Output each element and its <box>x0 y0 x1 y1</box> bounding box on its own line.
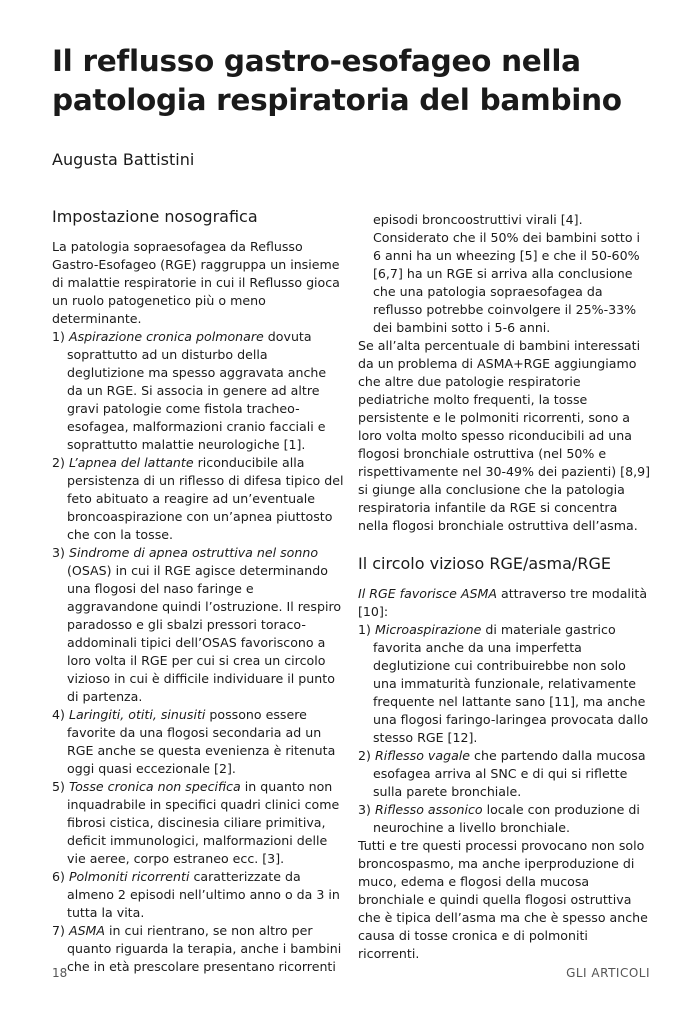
list-item-continuation: episodi broncoostruttivi virali [4]. Considerato che il 50% dei bambini sotto i 6 anni ha un wheezing [5] e che il 50-60% [6,7] ha un RGE si arriva alla conclusione che una patologia sopraesofagea da reflusso potrebbe coinvolgere il 25%-33% dei bambini sotto i 5-6 anni. <box>373 212 641 335</box>
list-item: 4) Laringiti, otiti, sinusiti possono essere favorite da una flogosi secondaria ad un RGE anche se questa evenienza è ritenuta oggi quasi eccezionale [2]. <box>52 707 336 776</box>
section-label: GLI ARTICOLI <box>566 966 650 980</box>
section1-closing: Se all’alta percentuale di bambini interessati da un problema di ASMA+RGE aggiungiamo che altre due patologie respiratorie pediatriche molto frequenti, la tosse persistente e le polmoniti ricorrenti, sono a loro volta molto spesso riconducibili ad una flogosi bronchiale ostruttiva (nel 50% e rispettivamente nel 30-49% dei pazienti) [8,9] si giunge alla conclusione che la patologia respiratoria infantile da RGE si concentra nella flogosi bronchiale ostruttiva dell’asma. <box>358 338 651 533</box>
list-item: 2) Riflesso vagale che partendo dalla mucosa esofagea arriva al SNC e di qui si riflette sulla parete bronchiale. <box>358 748 646 799</box>
right-column <box>358 211 650 963</box>
section2-intro: Il RGE favorisce ASMA attraverso tre modalità [10]: <box>358 586 648 619</box>
section-heading-nosografica: Impostazione nosografica <box>52 207 258 226</box>
article-title: Il reflusso gastro-esofageo nella patologia respiratoria del bambino <box>52 44 622 117</box>
section-heading-circolo: Il circolo vizioso RGE/asma/RGE <box>358 554 611 573</box>
list-item: 5) Tosse cronica non specifica in quanto non inquadrabile in specifici quadri clinici come fibrosi cistica, discinesia ciliare primitiva, deficit immunologici, malformazioni delle vie aeree, corpo estraneo ecc. [3]. <box>52 779 340 866</box>
list-item: 7) ASMA in cui rientrano, se non altro per quanto riguarda la terapia, anche i bambini che in età prescolare presentano ricorrenti <box>52 923 342 974</box>
author-name: Augusta Battistini <box>52 150 195 169</box>
list-item: 1) Microaspirazione di materiale gastrico favorita anche da una imperfetta deglutizione cui contribuirebbe non solo una immaturità funzionale, relativamente frequente nel lattante sano [11], ma anche una flogosi faringo-laringea provocata dallo stesso RGE [12]. <box>358 622 649 745</box>
list-item: 1) Aspirazione cronica polmonare dovuta soprattutto ad un disturbo della deglutizione ma spesso aggravata anche da un RGE. Si associa in genere ad altre gravi patologie come fistola tracheo-esofagea, malformazioni cranio facciali e soprattutto malattie neurologiche [1]. <box>52 329 327 452</box>
section2-closing: Tutti e tre questi processi provocano non solo broncospasmo, ma anche iperproduzione di muco, edema e flogosi della mucosa bronchiale e quindi quella flogosi ostruttiva che è tipica dell’asma ma che è spesso anche causa di tosse cronica e di polmoniti ricorrenti. <box>358 838 648 961</box>
list-item: 6) Polmoniti ricorrenti caratterizzate da almeno 2 episodi nell’ultimo anno o da 3 in tutta la vita. <box>52 869 340 920</box>
list-item: 3) Sindrome di apnea ostruttiva nel sonno (OSAS) in cui il RGE agisce determinando una flogosi del naso faringe e aggravandone quindi l’ostruzione. Il respiro paradosso e gli sbalzi pressori toraco-addominali tipici dell’OSAS favoriscono a loro volta il RGE per cui si crea un circolo vizioso in cui è difficile individuare il punto di partenza. <box>52 545 342 704</box>
list-item: 3) Riflesso assonico locale con produzione di neurochine a livello bronchiale. <box>358 802 640 835</box>
section1-intro: La patologia sopraesofagea da Reflusso Gastro-Esofageo (RGE) raggruppa un insieme di malattie respiratorie in cui il Reflusso gioca un ruolo patogenetico più o meno determinante. <box>52 239 340 326</box>
left-column <box>52 206 345 976</box>
page-number: 18 <box>52 966 68 980</box>
list-item: 2) L’apnea del lattante riconducibile alla persistenza di un riflesso di difesa tipico del feto abituato a reagire ad un’eventuale broncoaspirazione con un’apnea piuttosto che con la tosse. <box>52 455 344 542</box>
